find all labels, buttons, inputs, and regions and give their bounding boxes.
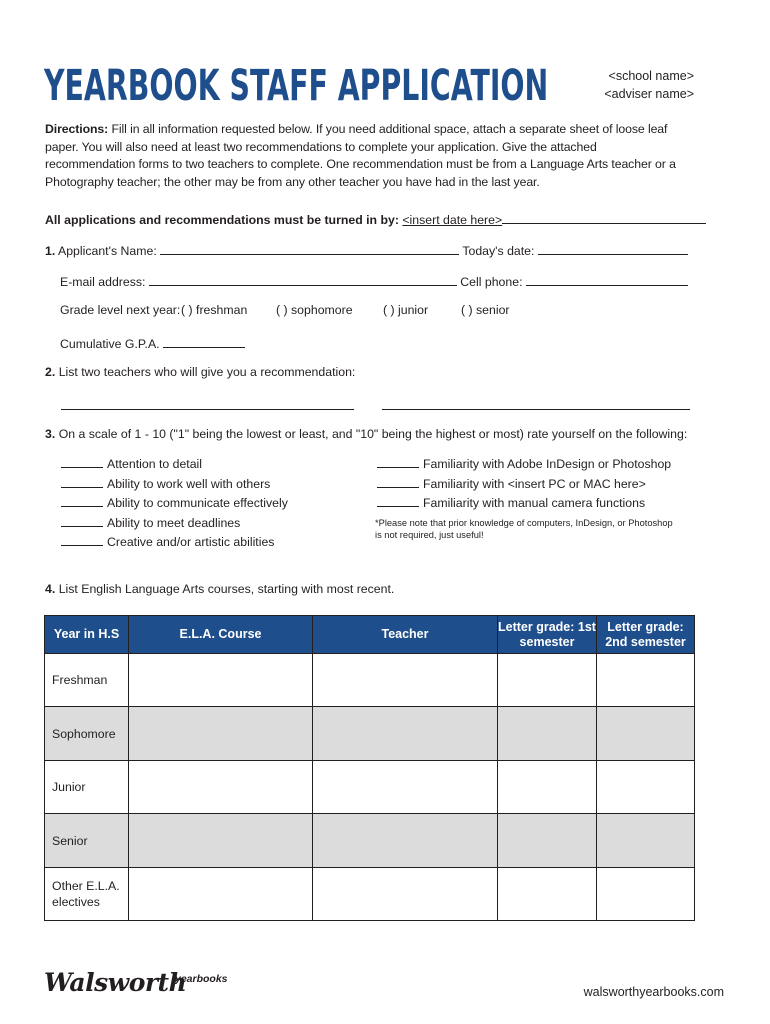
- footer-url: walsworthyearbooks.com: [583, 985, 724, 999]
- teacher-cell[interactable]: [313, 814, 498, 868]
- school-name-placeholder: <school name>: [608, 69, 694, 83]
- rating-item: [61, 456, 288, 476]
- section-4-number: 4.: [45, 582, 56, 596]
- section-4-line: [45, 582, 394, 596]
- grade-cell[interactable]: [597, 707, 695, 761]
- directions-paragraph: [45, 121, 685, 191]
- rating-field[interactable]: [61, 534, 103, 546]
- section-4-text: List English Language Arts courses, starting with most recent.: [58, 582, 395, 596]
- adviser-name-placeholder: <adviser name>: [604, 87, 694, 101]
- table-row: [45, 707, 695, 761]
- gpa-line: [60, 334, 245, 351]
- grade-cell[interactable]: [597, 814, 695, 868]
- rating-list-right: [377, 456, 671, 515]
- teacher-2-field[interactable]: [382, 396, 690, 410]
- rating-item: [61, 495, 288, 515]
- rating-label: Ability to work well with others: [107, 476, 271, 491]
- directions-label: Directions:: [45, 122, 109, 136]
- walsworth-logo: Walsworth: [44, 968, 187, 997]
- rating-field[interactable]: [61, 456, 103, 468]
- header-course: E.L.A. Course: [129, 616, 313, 654]
- section-2-text: List two teachers who will give you a recommendation:: [58, 365, 356, 379]
- ela-courses-table: [44, 615, 695, 921]
- todays-date-field[interactable]: [538, 241, 688, 255]
- gpa-label: Cumulative G.P.A.: [60, 337, 160, 351]
- cell-phone-label: Cell phone:: [460, 275, 523, 289]
- teacher-cell[interactable]: [313, 654, 498, 707]
- rating-item: [377, 456, 671, 476]
- school-block: [604, 67, 694, 103]
- table-header-row: [45, 616, 695, 654]
- grade-cell[interactable]: [498, 707, 597, 761]
- rating-field[interactable]: [61, 495, 103, 507]
- teacher-cell[interactable]: [313, 761, 498, 814]
- deadline-line: [45, 210, 706, 227]
- section-3-text: On a scale of 1 - 10 ("1" being the lowest or least, and "10" being the highest or most) rate yourself on the following:: [58, 427, 688, 441]
- option-freshman[interactable]: ( ) freshman: [181, 303, 248, 317]
- grade-cell[interactable]: [498, 761, 597, 814]
- rating-field[interactable]: [377, 495, 419, 507]
- rating-label: Familiarity with: [423, 476, 505, 491]
- course-cell[interactable]: [129, 761, 313, 814]
- section-2-line: [45, 365, 355, 379]
- rating-item: [377, 476, 671, 496]
- option-senior[interactable]: ( ) senior: [461, 303, 510, 317]
- rating-field[interactable]: [377, 476, 419, 488]
- walsworth-logo-sub: yearbooks: [175, 973, 228, 985]
- rating-field[interactable]: [61, 515, 103, 527]
- cell-phone-field[interactable]: [526, 272, 688, 286]
- rating-label: Familiarity with Adobe InDesign or Photoshop: [423, 457, 672, 471]
- table-row: [45, 868, 695, 921]
- prior-knowledge-note: *Please note that prior knowledge of computers, InDesign, or Photoshop is not required, just useful!: [375, 518, 673, 540]
- grade-level-label: Grade level next year:: [60, 303, 181, 317]
- option-junior[interactable]: ( ) junior: [383, 303, 429, 317]
- course-cell[interactable]: [129, 707, 313, 761]
- rating-item: [61, 534, 288, 554]
- row-label: Senior: [45, 814, 129, 868]
- grade-level-line: [60, 303, 180, 317]
- page-title: YEARBOOK STAFF APPLICATION: [44, 61, 549, 111]
- gpa-field[interactable]: [163, 334, 245, 348]
- option-sophomore[interactable]: ( ) sophomore: [276, 303, 353, 317]
- header-year: Year in H.S: [45, 616, 129, 654]
- grade-cell[interactable]: [597, 761, 695, 814]
- todays-date-label: Today's date:: [462, 244, 535, 258]
- deadline-field[interactable]: [502, 210, 706, 224]
- rating-label: Creative and/or artistic abilities: [107, 535, 275, 549]
- section-1-number: 1.: [45, 244, 56, 258]
- section-2-number: 2.: [45, 365, 56, 379]
- email-label: E-mail address:: [60, 275, 146, 289]
- row-label: Freshman: [45, 654, 129, 707]
- deadline-placeholder: <insert date here>: [402, 213, 503, 227]
- table-row: [45, 654, 695, 707]
- rating-field[interactable]: [61, 476, 103, 488]
- row-label: Other E.L.A. electives: [45, 868, 129, 921]
- teacher-1-field[interactable]: [61, 396, 354, 410]
- header-teacher: Teacher: [313, 616, 498, 654]
- teacher-cell[interactable]: [313, 707, 498, 761]
- pc-mac-placeholder: <insert PC or MAC here>: [507, 476, 646, 491]
- row-label: Junior: [45, 761, 129, 814]
- rating-label: Attention to detail: [107, 457, 203, 471]
- table-row: [45, 761, 695, 814]
- header-grade-2nd: Letter grade: 2nd semester: [597, 616, 695, 654]
- rating-field[interactable]: [377, 456, 419, 468]
- applicant-name-line: [45, 241, 688, 258]
- rating-label: Ability to meet deadlines: [107, 515, 241, 530]
- applicant-name-label: Applicant's Name:: [58, 244, 157, 258]
- email-field[interactable]: [149, 272, 457, 286]
- grade-cell[interactable]: [597, 868, 695, 921]
- grade-cell[interactable]: [498, 814, 597, 868]
- section-3-line: [45, 427, 687, 441]
- course-cell[interactable]: [129, 868, 313, 921]
- rating-item: [61, 515, 288, 535]
- row-label: Sophomore: [45, 707, 129, 761]
- deadline-label: All applications and recommendations must be turned in by:: [45, 213, 399, 227]
- email-line: [60, 272, 688, 289]
- directions-text: Fill in all information requested below. If you need additional space, attach a separate sheet of loose leaf paper. You will also need at least two recommendations to complete your application. Give the attached recommendation forms to two teachers to complete. One recommendation must be from a Language Arts teacher or a Photography teacher; the other may be from any other teacher you have had in the last year.: [45, 122, 676, 189]
- header-grade-1st: Letter grade: 1st semester: [498, 616, 597, 654]
- grade-cell[interactable]: [498, 654, 597, 707]
- course-cell[interactable]: [129, 814, 313, 868]
- teacher-cell[interactable]: [313, 868, 498, 921]
- table-row: [45, 814, 695, 868]
- applicant-name-field[interactable]: [160, 241, 459, 255]
- rating-label: Familiarity with manual camera functions: [423, 496, 646, 510]
- grade-cell[interactable]: [597, 654, 695, 707]
- section-3-number: 3.: [45, 427, 56, 441]
- rating-item: [377, 495, 671, 515]
- grade-cell[interactable]: [498, 868, 597, 921]
- course-cell[interactable]: [129, 654, 313, 707]
- rating-label: Ability to communicate effectively: [107, 496, 288, 510]
- rating-item: [61, 476, 288, 496]
- rating-list-left: [61, 456, 288, 554]
